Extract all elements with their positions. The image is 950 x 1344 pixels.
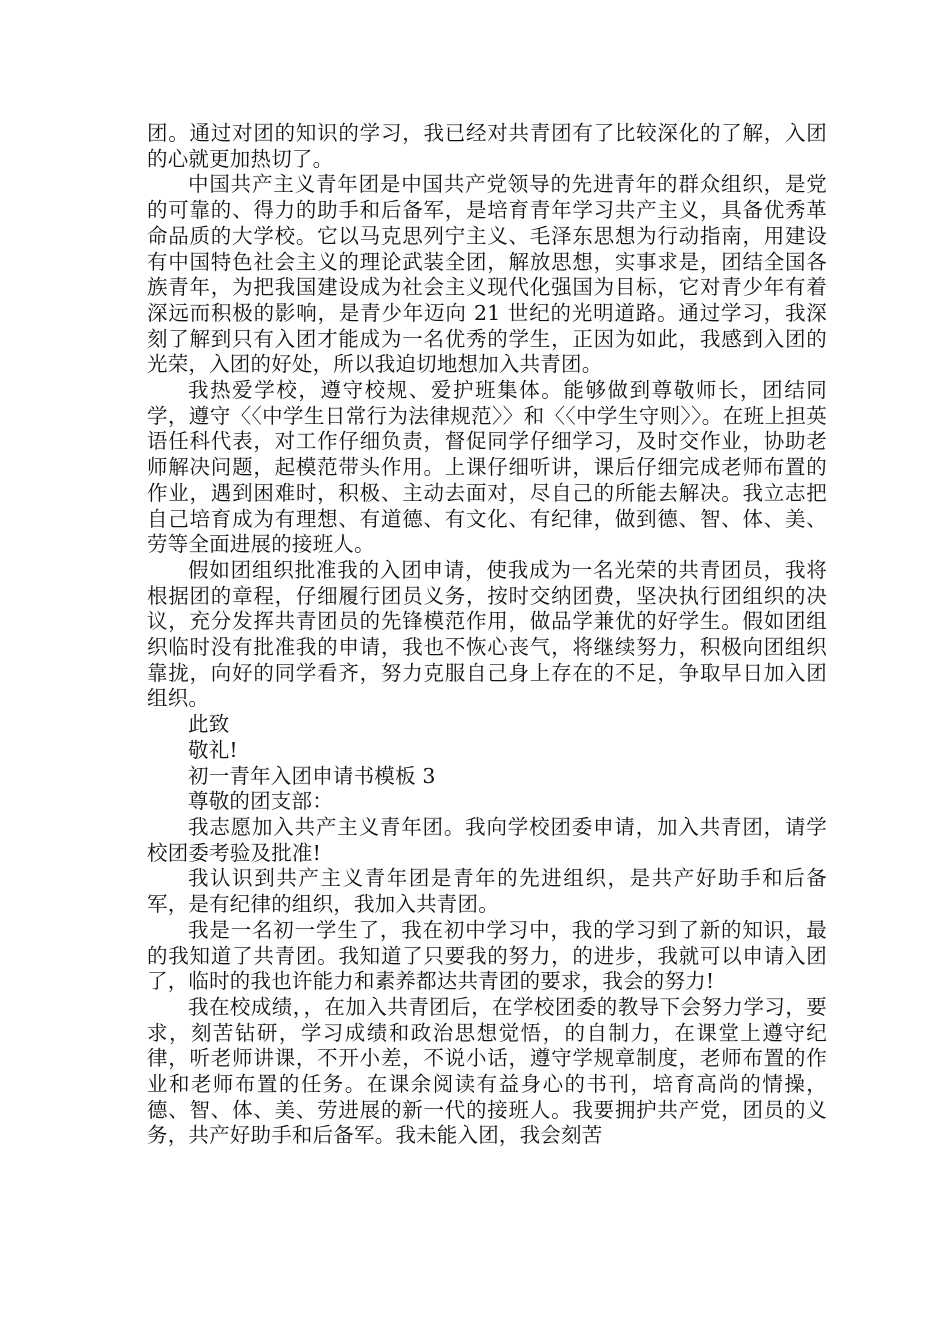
section-heading: 初一青年入团申请书模板 3: [188, 763, 436, 788]
greeting: 尊敬的团支部：: [188, 789, 333, 814]
paragraph-6: 我认识到共产主义青年团是青年的先进组织，是共产好助手和后备军，是有纪律的组织，我加入共青团。: [147, 866, 827, 917]
paragraph-7: 我是一名初一学生了，我在初中学习中，我的学习到了新的知识，最的我知道了共青团。我知道了只要我的努力，的进步，我就可以申请入团了，临时的我也许能力和素养都达共青团的要求，我会的努力!: [147, 917, 827, 994]
paragraph-2: 中国共产主义青年团是中国共产党领导的先进青年的群众组织，是党的可靠的、得力的助手和后备军，是培育青年学习共产主义，具备优秀革命品质的大学校。它以马克思列宁主义、毛泽东思想为行动指南，用建设有中国特色社会主义的理论武装全团，解放思想，实事求是，团结全国各族青年，为把我国建设成为社会主义现代化强国为目标，它对青少年有着深远而积极的影响，是青少年迈向 21 世纪的光明道路。通过学习，我深刻了解到只有入团才能成为一名优秀的学生，正因为如此，我感到入团的光荣，入团的好处，所以我迫切地想加入共青团。: [147, 172, 827, 377]
closing-salutation: 此致: [188, 712, 230, 737]
paragraph-5: 我志愿加入共产主义青年团。我向学校团委申请，加入共青团，请学校团委考验及批准!: [147, 814, 827, 865]
paragraph-4: 假如团组织批准我的入团申请，使我成为一名光荣的共青团员，我将根据团的章程，仔细履行团员义务，按时交纳团费，坚决执行团组织的决议，充分发挥共青团员的先锋模范作用，做品学兼优的好学生。假如团组织临时没有批准我的申请，我也不恢心丧气，将继续努力，积极向团组织靠拢，向好的同学看齐，努力克服自己身上存在的不足，争取早日加入团组织。: [147, 557, 827, 711]
paragraph-8: 我在校成绩，，在加入共青团后，在学校团委的教导下会努力学习，要求，刻苦钻研，学习成绩和政治思想觉悟，的自制力，在课堂上遵守纪律，听老师讲课，不开小差，不说小话，遵守学规章制度，老师布置的作业和老师布置的任务。在课余阅读有益身心的书刊，培育高尚的情操，德、智、体、美、劳进展的新一代的接班人。我要拥护共产党，团员的义务，共产好助手和后备军。我未能入团，我会刻苦: [147, 994, 827, 1148]
paragraph-1: 团。通过对团的知识的学习，我已经对共青团有了比较深化的了解，入团的心就更加热切了。: [147, 121, 827, 171]
closing-respect: 敬礼!: [188, 737, 238, 762]
document-body: [147, 121, 827, 1149]
paragraph-3: 我热爱学校，遵守校规、爱护班集体。能够做到尊敬师长，团结同学，遵守〈〈中学生日常行为法律规范〉〉和〈〈中学生守则〉〉。在班上担英语任科代表，对工作仔细负责，督促同学仔细学习，及时交作业，协助老师解决问题，起模范带头作用。上课仔细听讲，课后仔细完成老师布置的作业，遇到困难时，积极、主动去面对，尽自己的所能去解决。我立志把自己培育成为有理想、有道德、有文化、有纪律，做到德、智、体、美、劳等全面进展的接班人。: [147, 378, 827, 557]
